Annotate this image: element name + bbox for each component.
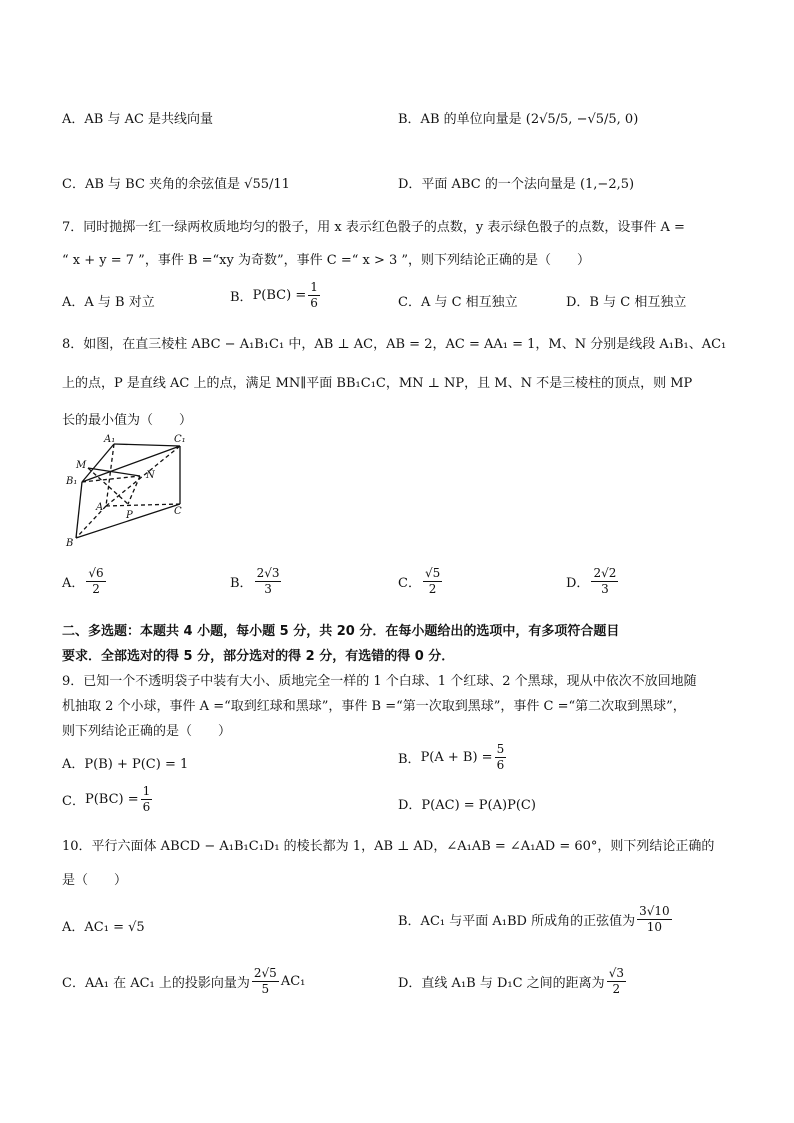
q10-stem-line2: 是（ ） bbox=[62, 873, 128, 888]
fraction-numerator: 5 bbox=[496, 742, 505, 756]
q10-option-b bbox=[398, 904, 674, 935]
fraction-numerator: √6 bbox=[88, 566, 104, 580]
q8-option-b-label: B． bbox=[230, 576, 253, 591]
q9-option-b-label: B． bbox=[398, 752, 421, 767]
q10-option-a: A．AC₁ = √5 bbox=[62, 920, 145, 935]
fraction-numerator: 2√2 bbox=[593, 566, 617, 580]
fraction-denominator: 5 bbox=[261, 982, 270, 996]
label-m: M bbox=[76, 460, 87, 471]
q8-stem-line1: 8．如图，在直三棱柱 ABC − A₁B₁C₁ 中，AB ⊥ AC，AB = 2，AC = AA₁ = 1，M、N 分别是线段 A₁B₁、AC₁ bbox=[62, 337, 727, 352]
q8-option-b bbox=[230, 566, 283, 597]
q8-stem-line2: 上的点，P 是直线 AC 上的点，满足 MN∥平面 BB₁C₁C，MN ⊥ NP，且 M、N 不是三棱柱的顶点，则 MP bbox=[62, 376, 693, 391]
label-n: N bbox=[146, 470, 155, 481]
q9-option-c bbox=[62, 784, 154, 815]
q8-option-a-fraction bbox=[86, 566, 105, 597]
q8-stem-line3: 长的最小值为（ ） bbox=[62, 413, 193, 428]
q8-option-c-label: C． bbox=[398, 576, 421, 591]
fraction-numerator: √3 bbox=[608, 966, 624, 980]
q9-option-b-expr: P(A + B) = bbox=[420, 750, 493, 765]
q9-stem-line1: 9．已知一个不透明袋子中装有大小、质地完全一样的 1 个白球、1 个红球、2 个黑球，现从中依次不放回地随 bbox=[62, 674, 697, 689]
q7-option-b bbox=[230, 280, 322, 311]
q9-option-c-expr: P(BC) = bbox=[84, 792, 139, 807]
label-b1: B₁ bbox=[66, 476, 78, 487]
fraction-numerator: 1 bbox=[142, 784, 151, 798]
fraction-numerator: 2√5 bbox=[253, 966, 277, 980]
prism-figure bbox=[62, 432, 202, 552]
q9-stem-line2: 机抽取 2 个小球，事件 A =“取到红球和黑球”，事件 B =“第一次取到黑球”，事件 C =“第二次取到黑球”， bbox=[62, 699, 686, 714]
q9-option-c-fraction bbox=[141, 784, 153, 815]
label-b: B bbox=[66, 538, 74, 549]
q10-option-c bbox=[62, 966, 305, 997]
q9-option-b bbox=[398, 742, 508, 773]
fraction-numerator: 1 bbox=[310, 280, 318, 294]
fraction-denominator: 3 bbox=[264, 582, 272, 596]
q7-option-a: A．A 与 B 对立 bbox=[62, 295, 155, 310]
q7-option-b-expr: P(BC) = bbox=[252, 288, 307, 303]
q7-option-d: D．B 与 C 相互独立 bbox=[566, 295, 687, 310]
q10-option-b-label: B．AC₁ 与平面 A₁BD 所成角的正弦值为 bbox=[398, 914, 636, 929]
q6-option-b: B．AB 的单位向量是 (2√5/5, −√5/5, 0) bbox=[398, 112, 639, 127]
label-c1: C₁ bbox=[174, 434, 186, 445]
q9-option-c-label: C． bbox=[62, 794, 85, 809]
q9-option-a: A．P(B) + P(C) = 1 bbox=[62, 757, 189, 772]
q10-stem-line1: 10．平行六面体 ABCD − A₁B₁C₁D₁ 的棱长都为 1，AB ⊥ AD，∠A₁AB = ∠A₁AD = 60°，则下列结论正确的 bbox=[62, 839, 715, 854]
q7-option-b-label: B． bbox=[230, 290, 253, 305]
fraction-denominator: 10 bbox=[646, 920, 662, 934]
q6-option-a: A．AB 与 AC 是共线向量 bbox=[62, 112, 214, 127]
q6-option-c: C．AB 与 BC 夹角的余弦值是 √55/11 bbox=[62, 177, 290, 192]
q8-option-d-label: D． bbox=[566, 576, 590, 591]
fraction-denominator: 2 bbox=[612, 982, 621, 996]
fraction-denominator: 3 bbox=[601, 582, 609, 596]
fraction-numerator: √5 bbox=[424, 566, 441, 580]
q10-option-d-fraction bbox=[607, 966, 626, 997]
q6-option-d: D．平面 ABC 的一个法向量是 (1,−2,5) bbox=[398, 177, 635, 192]
q10-option-c-tail: AC₁ bbox=[280, 974, 306, 989]
q7-stem-line2: “ x + y = 7 ”，事件 B =“xy 为奇数”，事件 C =“ x > 3 ”，则下列结论正确的是（ ） bbox=[62, 253, 591, 268]
q8-option-b-fraction bbox=[255, 566, 282, 597]
q10-option-d-label: D．直线 A₁B 与 D₁C 之间的距离为 bbox=[398, 976, 605, 991]
q10-option-b-fraction bbox=[637, 904, 672, 935]
q10-option-d bbox=[398, 966, 628, 997]
fraction-numerator: 3√10 bbox=[639, 904, 670, 918]
q8-option-d bbox=[566, 566, 620, 597]
fraction-denominator: 2 bbox=[428, 582, 437, 596]
fraction-denominator: 2 bbox=[92, 582, 100, 596]
section-2-heading-line1: 二、多选题：本题共 4 小题，每小题 5 分，共 20 分．在每小题给出的选项中，有多项符合题目 bbox=[62, 624, 620, 639]
q7-option-c: C．A 与 C 相互独立 bbox=[398, 295, 518, 310]
q10-option-c-label: C．AA₁ 在 AC₁ 上的投影向量为 bbox=[62, 976, 250, 991]
fraction-denominator: 6 bbox=[310, 296, 318, 310]
q9-option-b-fraction bbox=[495, 742, 507, 773]
q8-option-c bbox=[398, 566, 444, 597]
q8-option-c-fraction bbox=[423, 566, 442, 597]
fraction-numerator: 2√3 bbox=[256, 566, 280, 580]
q8-option-d-fraction bbox=[591, 566, 618, 597]
q7-stem-line1: 7．同时抛掷一红一绿两枚质地均匀的骰子，用 x 表示红色骰子的点数，y 表示绿色骰子的点数，设事件 A = bbox=[62, 220, 685, 235]
q10-option-c-fraction bbox=[252, 966, 279, 997]
q9-option-d: D．P(AC) = P(A)P(C) bbox=[398, 798, 536, 813]
q9-stem-line3: 则下列结论正确的是（ ） bbox=[62, 724, 232, 739]
label-a: A bbox=[96, 502, 104, 513]
section-2-heading-line2: 要求．全部选对的得 5 分，部分选对的得 2 分，有选错的得 0 分． bbox=[62, 649, 455, 664]
label-p: P bbox=[126, 510, 133, 521]
q7-option-b-fraction bbox=[308, 280, 320, 311]
label-a1: A₁ bbox=[104, 434, 116, 445]
label-c: C bbox=[174, 506, 182, 517]
fraction-denominator: 6 bbox=[142, 800, 151, 814]
fraction-denominator: 6 bbox=[496, 758, 505, 772]
q8-option-a bbox=[62, 566, 108, 597]
q8-option-a-label: A． bbox=[62, 576, 85, 591]
